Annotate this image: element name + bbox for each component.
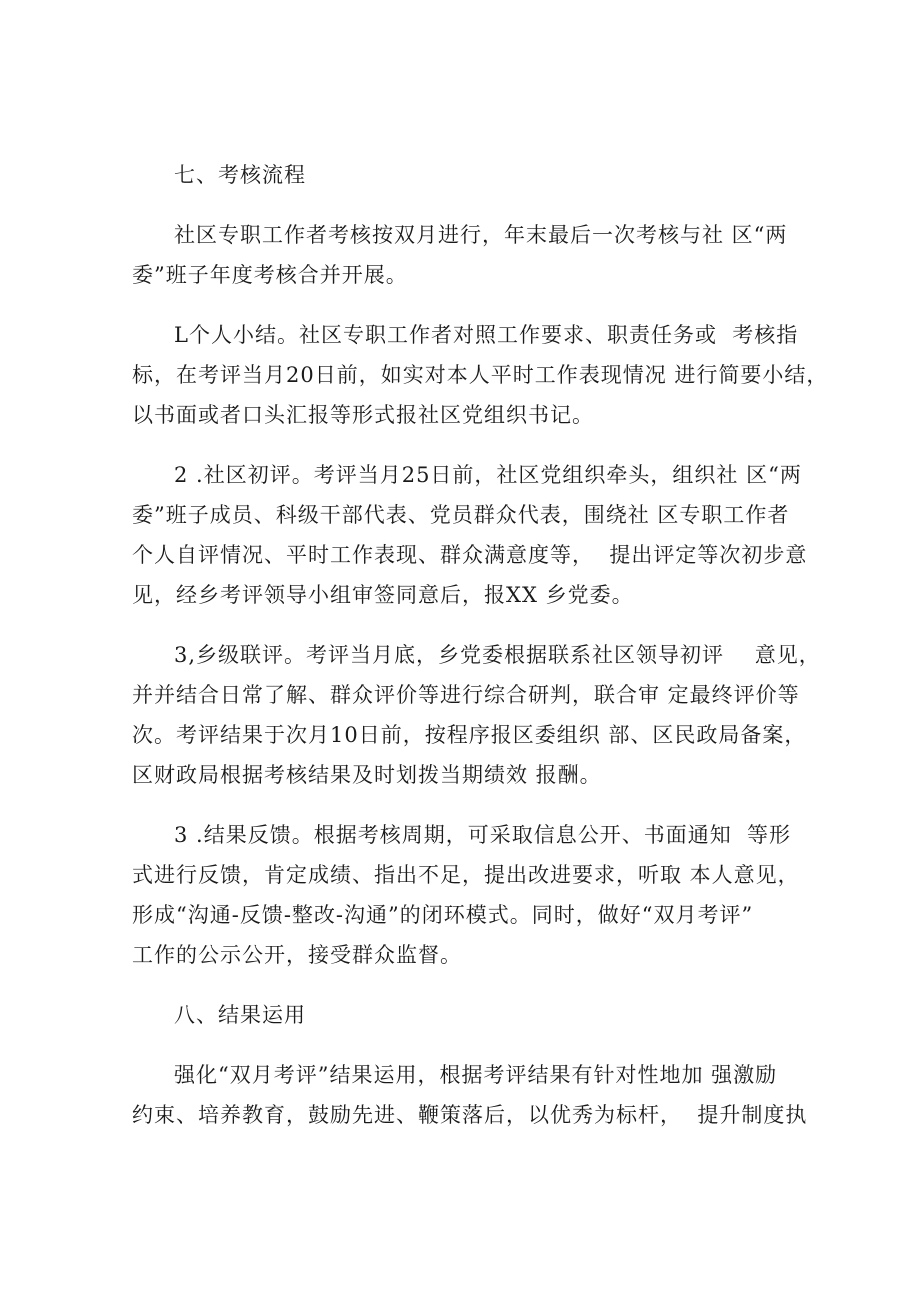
paragraph: [132, 815, 802, 975]
paragraph: [132, 1055, 808, 1135]
document-page: [132, 155, 829, 1135]
paragraph: [132, 215, 802, 295]
paragraph-line: 次。考评结果于次月10日前，按程序报区委组织 部、区民政局备案，: [132, 723, 807, 747]
paragraph: [132, 635, 821, 795]
paragraph-line: 社区专职工作者考核按双月进行，年末最后一次考核与社 区“两: [174, 223, 788, 247]
paragraph-line: 2 .社区初评。考评当月25日前，社区党组织牵头，组织社 区“两: [174, 463, 802, 487]
paragraph-line: 委”班子年度考核合并开展。: [132, 263, 408, 287]
paragraph-line: 个人自评情况、平时工作表现、群众满意度等， 提出评定等次初步意: [132, 543, 808, 567]
paragraph-line: 见，经乡考评领导小组审签同意后，报XX 乡党委。: [132, 583, 634, 607]
section-heading: 七、考核流程: [174, 163, 306, 187]
paragraph-line: 3,乡级联评。考评当月底，乡党委根据联系社区领导初评 意见，: [174, 643, 821, 667]
paragraph-line: 委”班子成员、科级干部代表、党员群众代表，围绕社 区专职工作者: [132, 503, 790, 527]
paragraph-line: L个人小结。社区专职工作者对照工作要求、职责任务或 考核指: [174, 323, 799, 347]
paragraph-line: 以书面或者口头汇报等形式报社区党组织书记。: [132, 403, 594, 427]
paragraph-line: 并并结合日常了解、群众评价等进行综合研判，联合审 定最终评价等: [132, 683, 800, 707]
paragraph-line: 标，在考评当月20日前，如实对本人平时工作表现情况 进行简要小结，: [132, 363, 829, 387]
paragraph-line: 形成“沟通-反馈-整改-沟通”的闭环模式。同时，做好“双月考评”: [132, 903, 754, 927]
section-heading: 八、结果运用: [174, 1003, 306, 1027]
paragraph-line: 式进行反馈，肯定成绩、指出不足，提出改进要求，听取 本人意见，: [132, 863, 800, 887]
paragraph-line: 强化“双月考评”结果运用，根据考评结果有针对性地加 强激励: [174, 1063, 778, 1087]
paragraph-line: 3 .结果反馈。根据考核周期，可采取信息公开、书面通知 等形: [174, 823, 792, 847]
paragraph-line: 约束、培养教育，鼓励先进、鞭策落后，以优秀为标杆， 提升制度执: [132, 1103, 808, 1127]
paragraph: [132, 315, 829, 435]
paragraph-line: 区财政局根据考核结果及时划拨当期绩效 报酬。: [132, 763, 602, 787]
paragraph-line: 工作的公示公开，接受群众监督。: [132, 943, 462, 967]
paragraph: [132, 455, 808, 615]
